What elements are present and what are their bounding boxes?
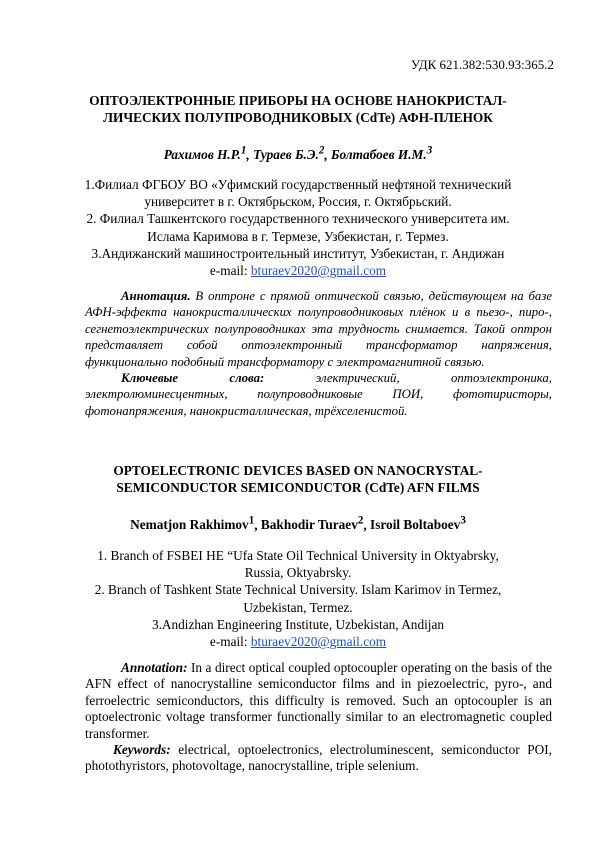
en-author-1: Nematjon Rakhimov$^1$ [130,515,255,533]
ru-email-line: e-mail: bturaev2020@gmail.com [209,263,387,279]
en-email-line: e-mail: bturaev2020@gmail.com [209,634,387,650]
ru-email-link[interactable]: bturaev2020@gmail.com [250,263,387,279]
en-annotation [85,660,552,775]
ru-authors: Рахимов Н.Р.$^1$, Тураев Б.Э.$^2$, Болтабоев И.М.$^3$ [163,145,433,163]
en-email-link[interactable]: bturaev2020@gmail.com [250,634,387,650]
en-affiliation-line: 1. Branch of FSBEI HE “Ufa State Oil Technical University in Oktyabrsky, [97,548,499,563]
ru-keywords-label: Ключевые слова: [121,371,265,386]
en-annotation-text: In a direct optical coupled optocoupler operating on the basis of the AFN effect of nanocrystalline semiconductor films and in piezoelectric, pyro-, and ferroelectric semiconductors, this difficulty is removed. Such an optocoupler is an optoelectronic voltage transformer functionally similar to an electromagnetic coupled transformer. [85,660,552,741]
ru-author-2: Тураев Б.Э.$^2$ [253,145,325,163]
ru-annotation-text: В оптроне с прямой оптической связью, действующем на базе АФН-эффекта нанокристаллических полупроводниковых плёнок и в пьезо-, пиро-, сегнетоэлектрических полупроводниках эта трудность снимается. Такой оптрон представляет собой оптоэлектронный трансформатор напряжения, функционально подобный трансформатору с электромагнитной связью. [85,289,552,369]
en-title [70,462,526,496]
en-keywords-text: electrical, optoelectronics, electroluminescent, semiconductor POI, photothyristors, photovoltage, nanocrystalline, triple selenium. [85,742,552,774]
ru-affiliation-line: 1.Филиал ФГБОУ ВО «Уфимский государственный нефтяной технический [84,177,512,192]
en-affiliation-line: 2. Branch of Tashkent State Technical University. Islam Karimov in Termez, [94,582,502,598]
en-author-3: Isroil Boltaboev$^3$ [370,515,466,533]
ru-title-line-1: ОПТОЭЛЕКТРОННЫЕ ПРИБОРЫ НА ОСНОВЕ НАНОКРИСТАЛ- [89,93,507,108]
ru-affiliations [72,176,524,279]
ru-affiliation-line: университет в г. Октябрьском, Россия, г. Октябрьский. [144,194,452,210]
ru-annotation [85,288,552,419]
ru-title-line-2: ЛИЧЕСКИХ ПОЛУПРОВОДНИКОВЫХ (CdTe) АФН-ПЛЕНОК [103,110,493,125]
en-affiliations [72,547,524,650]
ru-affiliation-line: 3.Андижанский машиностроительный институт, Узбекистан, г. Андижан [91,245,505,261]
en-author-2: Bakhodir Turaev$^2$ [260,515,364,533]
en-affiliation-line: Uzbekistan, Termez. [243,599,353,615]
ru-author-3: Болтабоев И.М.$^3$ [331,145,433,163]
en-affiliation-line: 3.Andizhan Engineering Institute, Uzbekistan, Andijan [151,616,445,632]
en-title-line-2: SEMICONDUCTOR SEMICONDUCTOR (CdTe) AFN FILMS [116,480,480,495]
ru-affiliation-line: Ислама Каримова в г. Термезе, Узбекистан, г. Термез. [147,228,449,244]
ru-annotation-label: Аннотация. [121,289,191,303]
ru-title [70,92,526,126]
en-affiliation-line: Russia, Oktyabrsky. [244,565,352,581]
en-title-line-1: OPTOELECTRONIC DEVICES BASED ON NANOCRYSTAL- [113,463,483,478]
ru-affiliation-line: 2. Филиал Ташкентского государственного технического университета им. [86,211,510,227]
en-keywords-label: Keywords: [113,742,171,758]
ru-author-1: Рахимов Н.Р.$^1$ [163,145,247,163]
en-authors: Nematjon Rakhimov$^1$, Bakhodir Turaev$^2$, Isroil Boltaboev$^3$ [130,515,466,533]
udk-code: УДК 621.382:530.93:365.2 [410,57,554,72]
ru-keywords-text: электрический, оптоэлектроника, электролюминесцентных, полупроводниковые ПОИ, фототиристоры, фотонапряжения, нанокристаллическая, трёхселенистой. [85,371,552,418]
en-annotation-label: Annotation: [121,660,188,675]
